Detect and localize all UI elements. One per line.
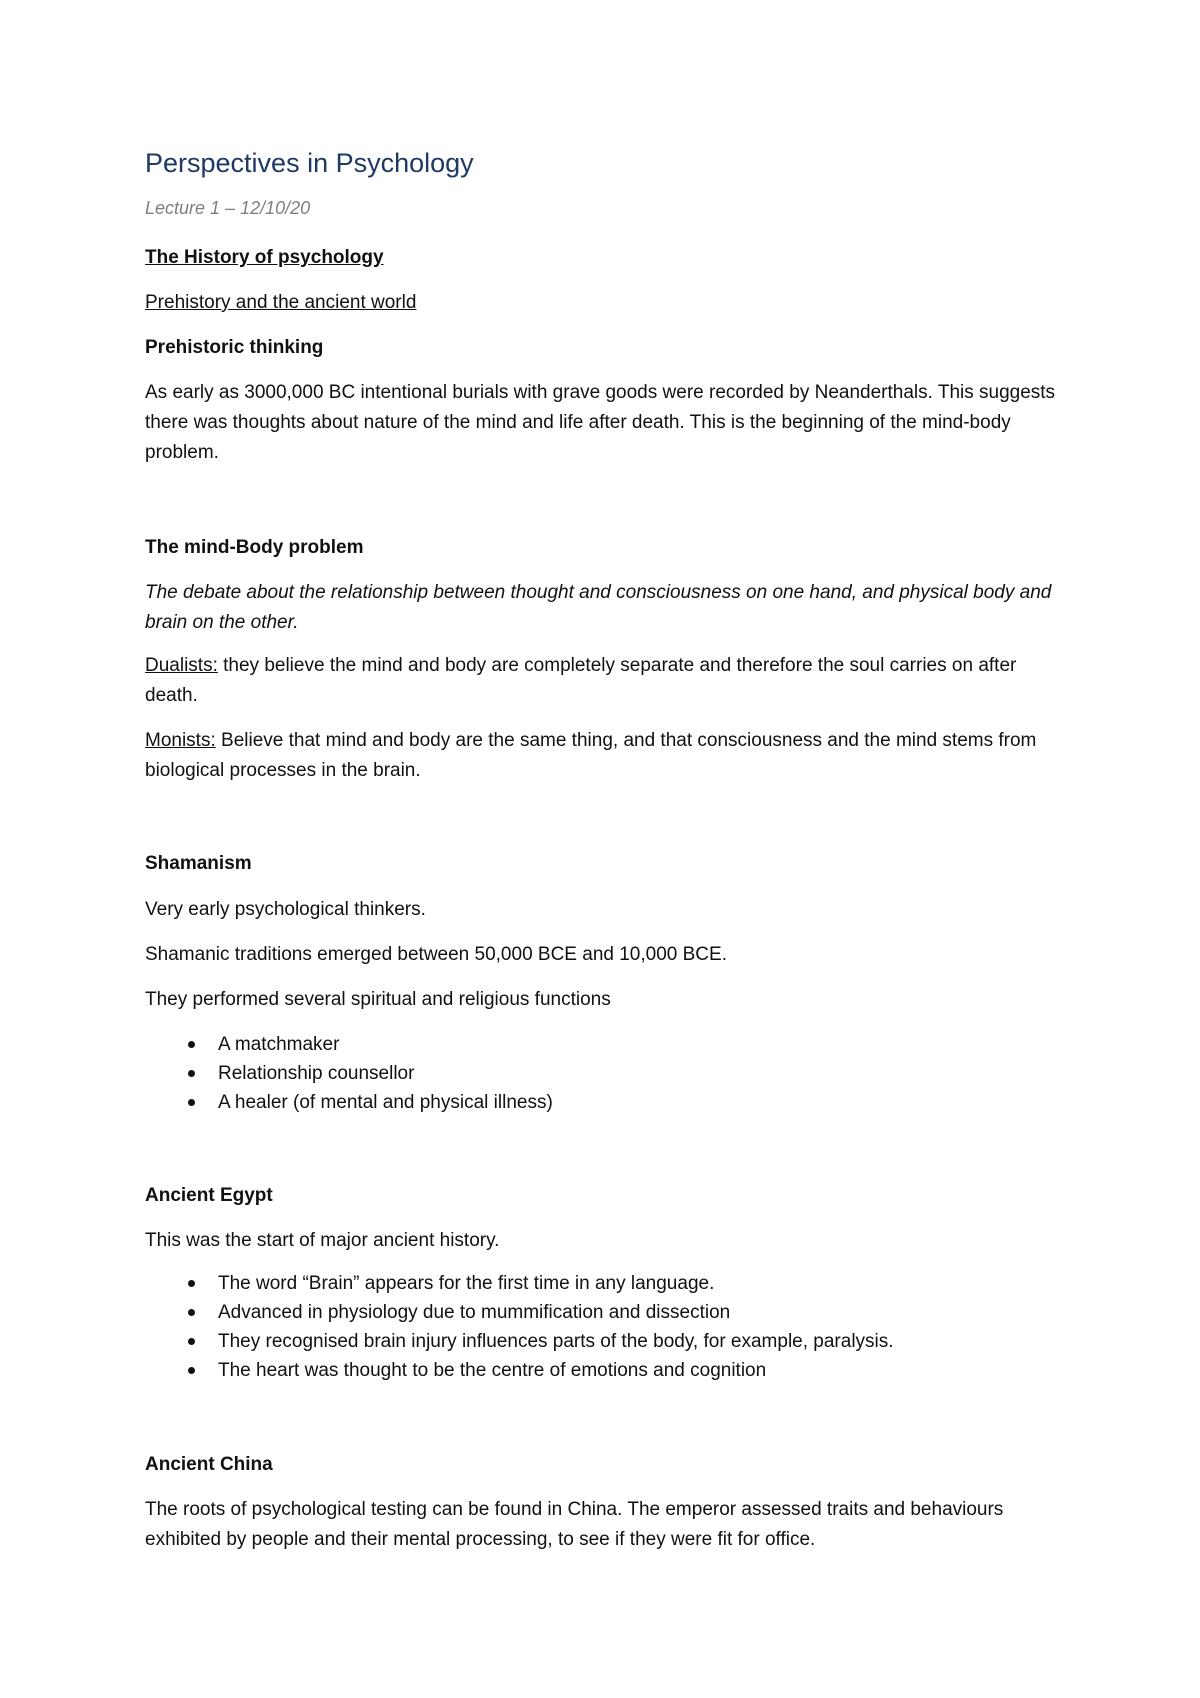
monists-text: Believe that mind and body are the same thing, and that consciousness and the mind stems from biological processes in the brain. — [145, 730, 1037, 781]
list-item: Advanced in physiology due to mummification and dissection — [145, 1298, 894, 1327]
egypt-list — [145, 1269, 894, 1385]
shamanism-heading: Shamanism — [145, 853, 252, 874]
list-item: They recognised brain injury influences parts of the body, for example, paralysis. — [145, 1327, 894, 1356]
list-item: A matchmaker — [145, 1030, 553, 1059]
list-item: The word “Brain” appears for the first time in any language. — [145, 1269, 894, 1298]
shamanism-line-2: Shamanic traditions emerged between 50,000 BCE and 10,000 BCE. — [145, 944, 727, 965]
prehistoric-paragraph: As early as 3000,000 BC intentional burials with grave goods were recorded by Neanderthals. This suggests there was thoughts about nature of the mind and life after death. This is the beginning of the mind-body problem. — [145, 382, 1056, 463]
bullet-icon — [188, 1041, 195, 1048]
shamanism-line-3: They performed several spiritual and religious functions — [145, 989, 611, 1010]
list-item: The heart was thought to be the centre of emotions and cognition — [145, 1356, 894, 1385]
egypt-intro: This was the start of major ancient history. — [145, 1230, 500, 1251]
dualists-text: they believe the mind and body are completely separate and therefore the soul carries on after death. — [145, 655, 1017, 706]
list-item: Relationship counsellor — [145, 1059, 553, 1088]
document-title: Perspectives in Psychology — [145, 148, 474, 178]
lecture-subtitle: Lecture 1 – 12/10/20 — [145, 198, 311, 218]
mind-body-definition: The debate about the relationship between thought and consciousness on one hand, and physical body and brain on the other. — [145, 582, 1052, 633]
bullet-icon — [188, 1367, 195, 1374]
subsection-heading: Prehistory and the ancient world — [145, 292, 417, 313]
shamanism-line-1: Very early psychological thinkers. — [145, 899, 426, 920]
dualists-paragraph — [145, 651, 1065, 711]
prehistoric-heading: Prehistoric thinking — [145, 337, 324, 358]
china-heading: Ancient China — [145, 1454, 273, 1475]
egypt-heading: Ancient Egypt — [145, 1185, 273, 1206]
bullet-icon — [188, 1309, 195, 1316]
dualists-label: Dualists: — [145, 655, 218, 676]
monists-label: Monists: — [145, 730, 216, 751]
bullet-icon — [188, 1099, 195, 1106]
mind-body-heading: The mind-Body problem — [145, 537, 364, 558]
bullet-icon — [188, 1338, 195, 1345]
section-heading: The History of psychology — [145, 247, 384, 268]
monists-paragraph — [145, 726, 1065, 786]
bullet-icon — [188, 1070, 195, 1077]
china-paragraph: The roots of psychological testing can be found in China. The emperor assessed traits and behaviours exhibited by people and their mental processing, to see if they were fit for office. — [145, 1499, 1004, 1550]
shamanism-list — [145, 1030, 553, 1117]
bullet-icon — [188, 1280, 195, 1287]
list-item: A healer (of mental and physical illness) — [145, 1088, 553, 1117]
